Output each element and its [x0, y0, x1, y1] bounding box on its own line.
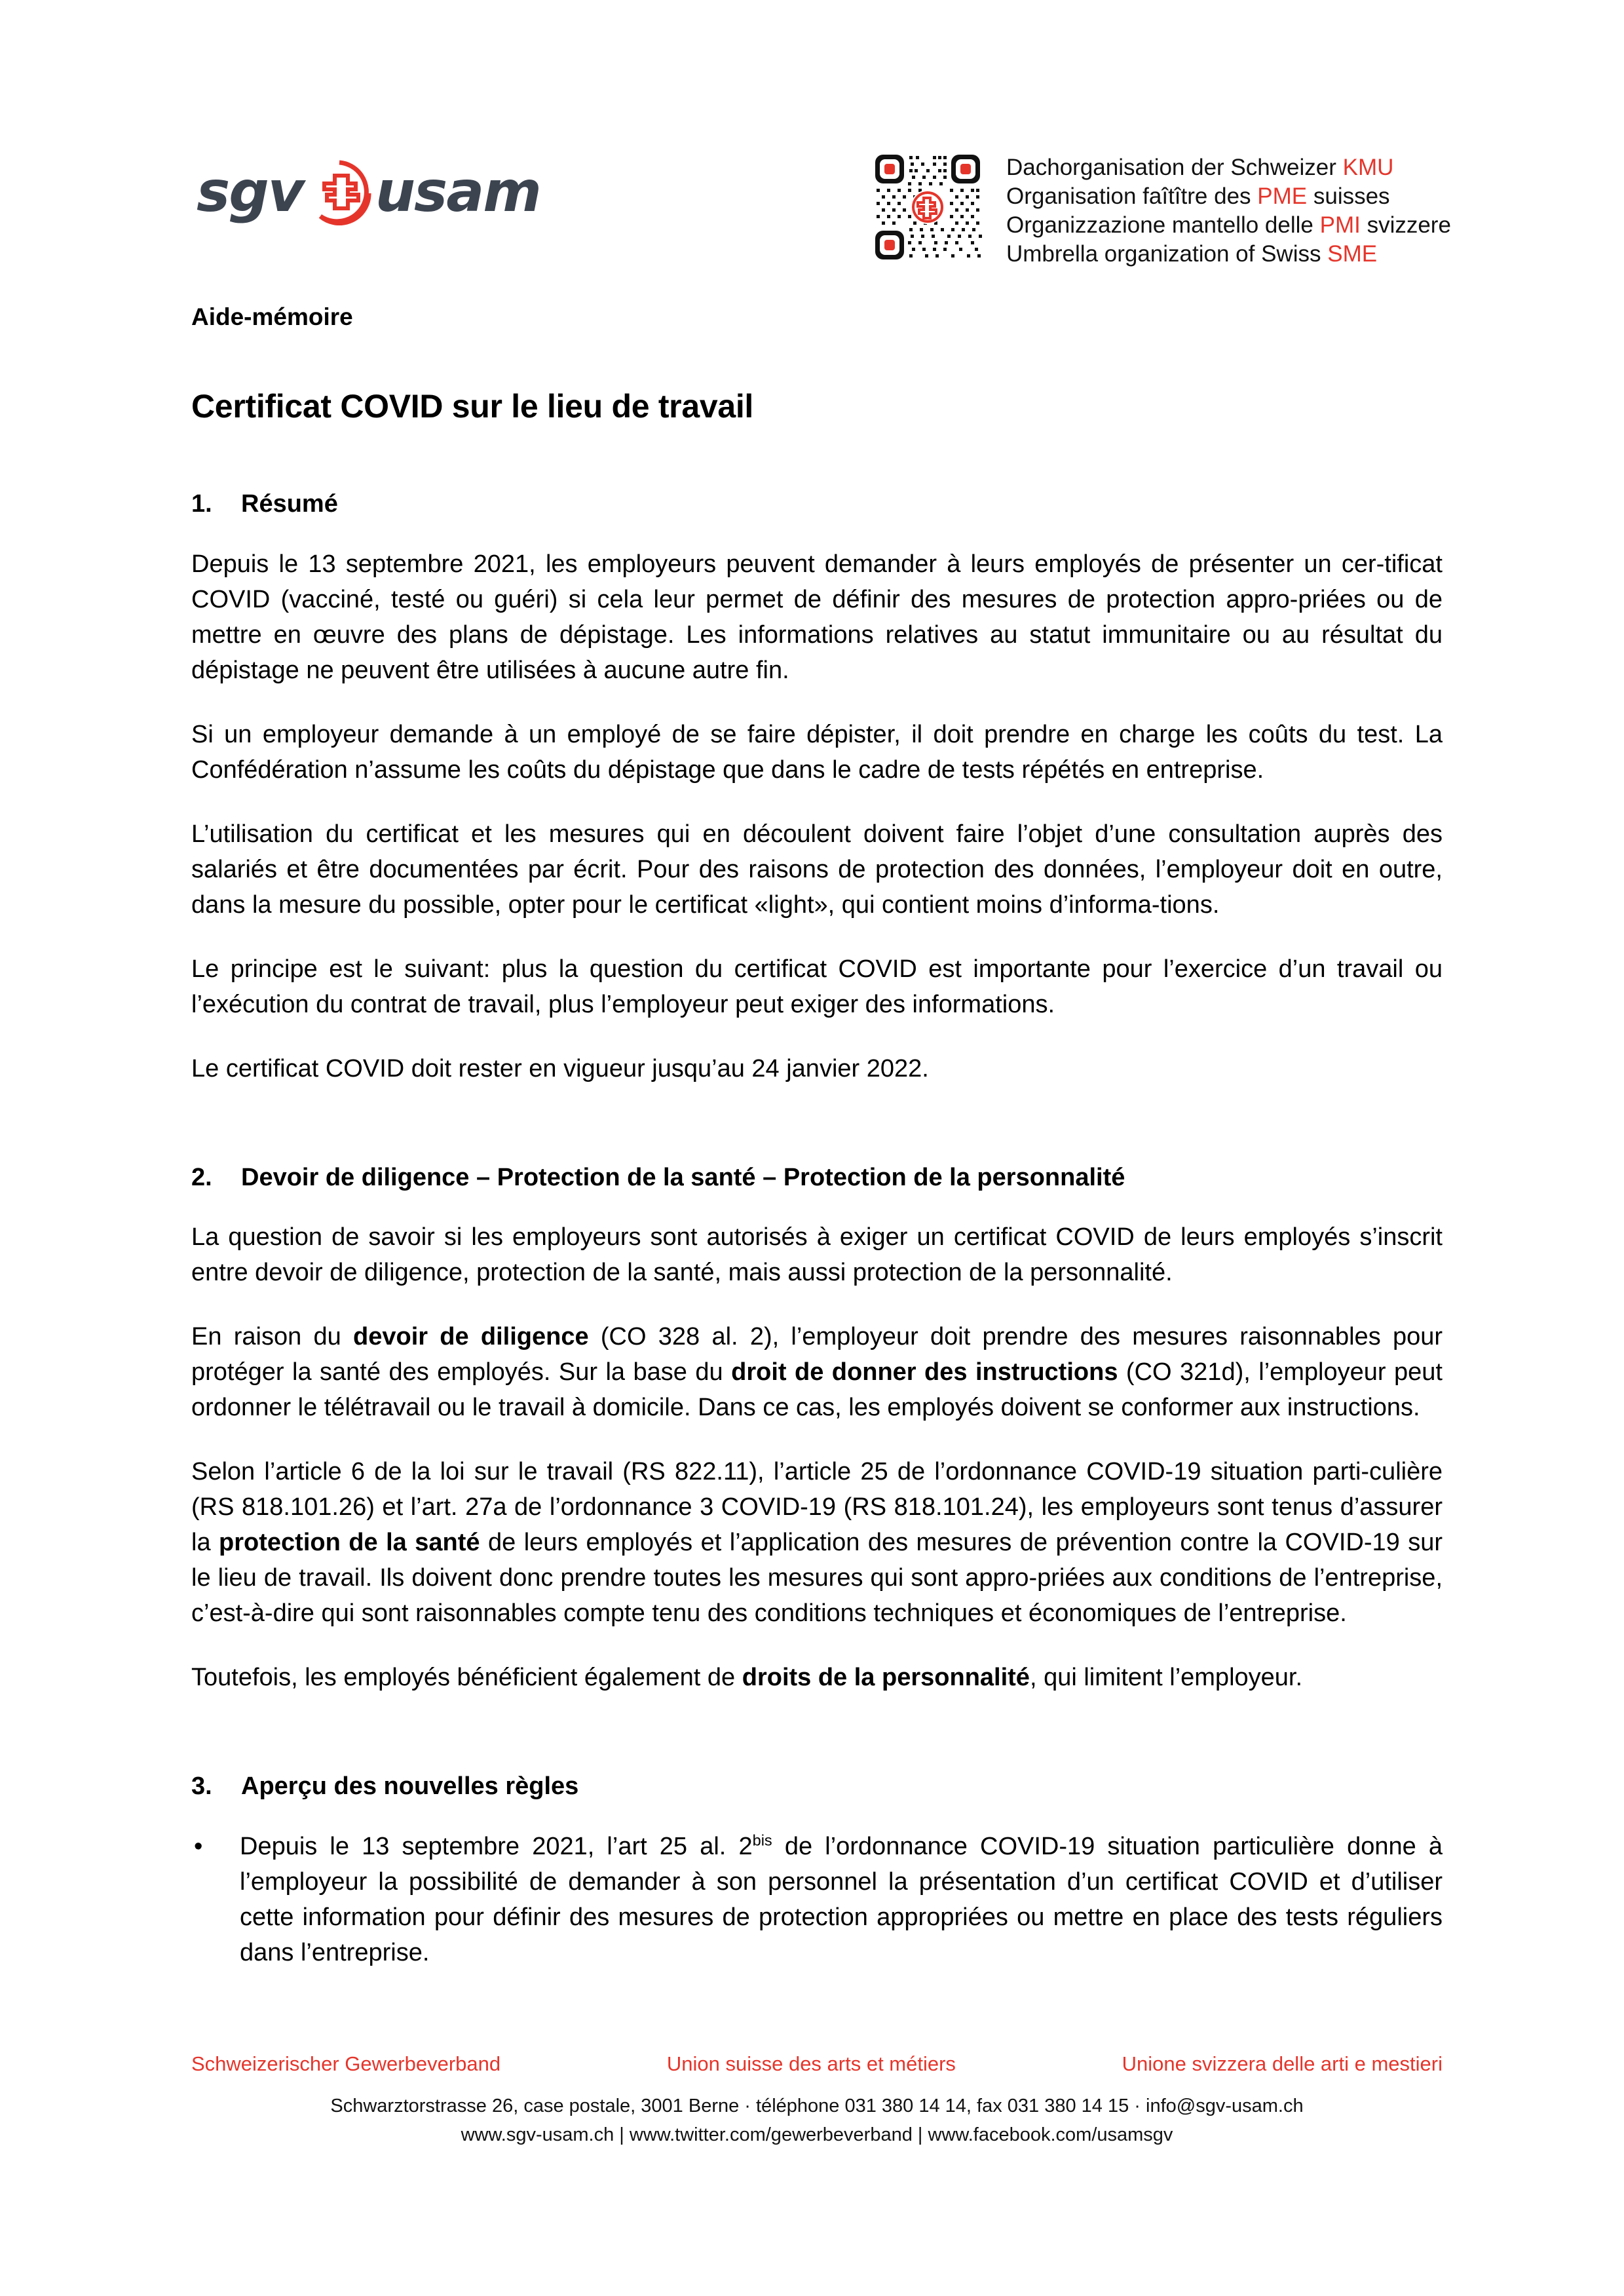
sgv-usam-logo — [197, 156, 540, 228]
tagline-it-before: Organizzazione mantello delle — [1006, 212, 1320, 238]
page-footer — [191, 2051, 1443, 2149]
paragraph: Depuis le 13 septembre 2021, les employeurs peuvent demander à leurs employés de présenter un cer-tificat COVID (vacciné, testé ou guéri) si cela leur permet de définir des mesures de protection appro-priées ou de mettre en œuvre des plans de dépistage. Les informations relatives au statut immunitaire ou au résultat du dépistage ne peuvent être utilisées à aucune autre fin. — [191, 550, 1443, 684]
section-title-1: Résumé — [241, 490, 338, 518]
footer-address: Schwarztorstrasse 26, case postale, 3001 Berne · téléphone 031 380 14 14, fax 031 380 14 15 · info@sgv-usam.ch — [330, 2095, 1304, 2116]
paragraph: Toutefois, les employés bénéficient également de droits de la personnalité, qui limitent l’employeur. — [191, 1664, 1303, 1692]
footer-org-fr: Union suisse des arts et métiers — [666, 2052, 956, 2075]
tagline-list — [1006, 149, 1451, 269]
tagline-fr-highlight: PME — [1257, 183, 1308, 209]
section-spacer — [191, 1724, 1443, 1771]
logo-word-left: sgv — [197, 159, 303, 225]
tagline-it — [1006, 211, 1451, 240]
paragraph: Le certificat COVID doit rester en vigueur jusqu’au 24 janvier 2022. — [191, 1054, 929, 1082]
tagline-de — [1006, 153, 1451, 182]
section-spacer — [191, 1115, 1443, 1162]
footer-org-de: Schweizerischer Gewerbeverband — [191, 2052, 501, 2075]
section-heading-1 — [191, 489, 1443, 520]
tagline-de-before: Dachorganisation der Schweizer — [1006, 155, 1343, 180]
swiss-cross-circle-logo-icon — [306, 159, 373, 225]
footer-organizations — [191, 2051, 1443, 2077]
paragraph: L’utilisation du certificat et les mesures qui en découlent doivent faire l’objet d’une consultation auprès des salariés et être documentées par écrit. Pour des raisons de protection des données, l’employeur doit en outre, dans la mesure du possible, opter pour le certificat «light», qui contient moins d’informa-tions. — [191, 820, 1443, 919]
paragraph: Selon l’article 6 de la loi sur le travail (RS 822.11), l’article 25 de l’ordonnance COVID-19 situation parti-culière (RS 818.101.26) et l’art. 27a de l’ordonnance 3 COVID-19 (RS 818.101.24), les employeurs sont tenus d’assurer la protection de la santé de leurs employés et l’application des mesures de prévention contre la COVID-19 sur le lieu de travail. Ils doivent donc prendre toutes les mesures qui sont appro-priées aux conditions de l’entreprise, c’est-à-dire qui sont raisonnables compte tenu des conditions techniques et économiques de l’entreprise. — [191, 1458, 1443, 1628]
document-kicker: Aide-mémoire — [191, 303, 353, 330]
paragraph: Le principe est le suivant: plus la question du certificat COVID est importante pour l’exercice d’un travail ou l’exécution du contrat de travail, plus l’employeur peut exiger des informations. — [191, 955, 1443, 1018]
tagline-it-after: svizzere — [1360, 212, 1451, 238]
tagline-en — [1006, 240, 1451, 269]
list-item: • Depuis le 13 septembre 2021, l’art 25 al. $2^{bis}$ de l’ordonnance COVID-19 situation particulière donne à l’employeur la possibilité de demander à son personnel la présentation d’un certificat COVID et d’utiliser cette information pour définir des mesures de protection appropriées ou mettre en place des tests réguliers dans l’entreprise. — [191, 1829, 1443, 1970]
section-number-3: 3. — [191, 1772, 212, 1801]
page-header — [0, 0, 1624, 282]
section-heading-3 — [191, 1771, 1443, 1803]
paragraph: Si un employeur demande à un employé de se faire dépister, il doit prendre en charge les coûts du test. La Confédération n’assume les coûts du dépistage que dans le cadre de tests répétés en entreprise. — [191, 720, 1443, 784]
section-number-2: 2. — [191, 1163, 212, 1191]
section-number-1: 1. — [191, 490, 212, 518]
tagline-en-highlight: SME — [1327, 241, 1378, 267]
logo-word-right: usam — [375, 159, 540, 225]
qr-and-taglines — [870, 149, 1451, 269]
page-title: Certificat COVID sur le lieu de travail — [191, 388, 754, 425]
bullet-list — [191, 1829, 1443, 1970]
footer-org-it: Unione svizzera delle arti e mestieri — [1122, 2052, 1443, 2075]
paragraph: En raison du devoir de diligence (CO 328 al. 2), l’employeur doit prendre des mesures raisonnables pour protéger la santé des employés. Sur la base du droit de donner des instructions (CO 321d), l’employeur peut ordonner le télétravail ou le travail à domicile. Dans ce cas, les employés doivent se conformer aux instructions. — [191, 1323, 1443, 1422]
qr-code-icon[interactable] — [870, 149, 985, 265]
section-title-2: Devoir de diligence – Protection de la santé – Protection de la personnalité — [241, 1163, 1125, 1191]
section-heading-2 — [191, 1162, 1443, 1194]
tagline-fr-after: suisses — [1307, 183, 1390, 209]
paragraph: La question de savoir si les employeurs sont autorisés à exiger un certificat COVID de leurs employés s’inscrit entre devoir de diligence, protection de la santé, mais aussi protection de la personnalité. — [191, 1223, 1443, 1287]
section-title-3: Aperçu des nouvelles règles — [241, 1772, 579, 1801]
document-body — [191, 303, 1443, 1997]
tagline-fr-before: Organisation faîtître des — [1006, 183, 1258, 209]
tagline-en-before: Umbrella organization of Swiss — [1006, 241, 1328, 267]
footer-links: www.sgv-usam.ch | www.twitter.com/gewerbeverband | www.facebook.com/usamsgv — [461, 2124, 1173, 2145]
tagline-fr — [1006, 182, 1451, 211]
tagline-it-highlight: PMI — [1319, 212, 1361, 238]
tagline-de-highlight: KMU — [1342, 155, 1394, 180]
